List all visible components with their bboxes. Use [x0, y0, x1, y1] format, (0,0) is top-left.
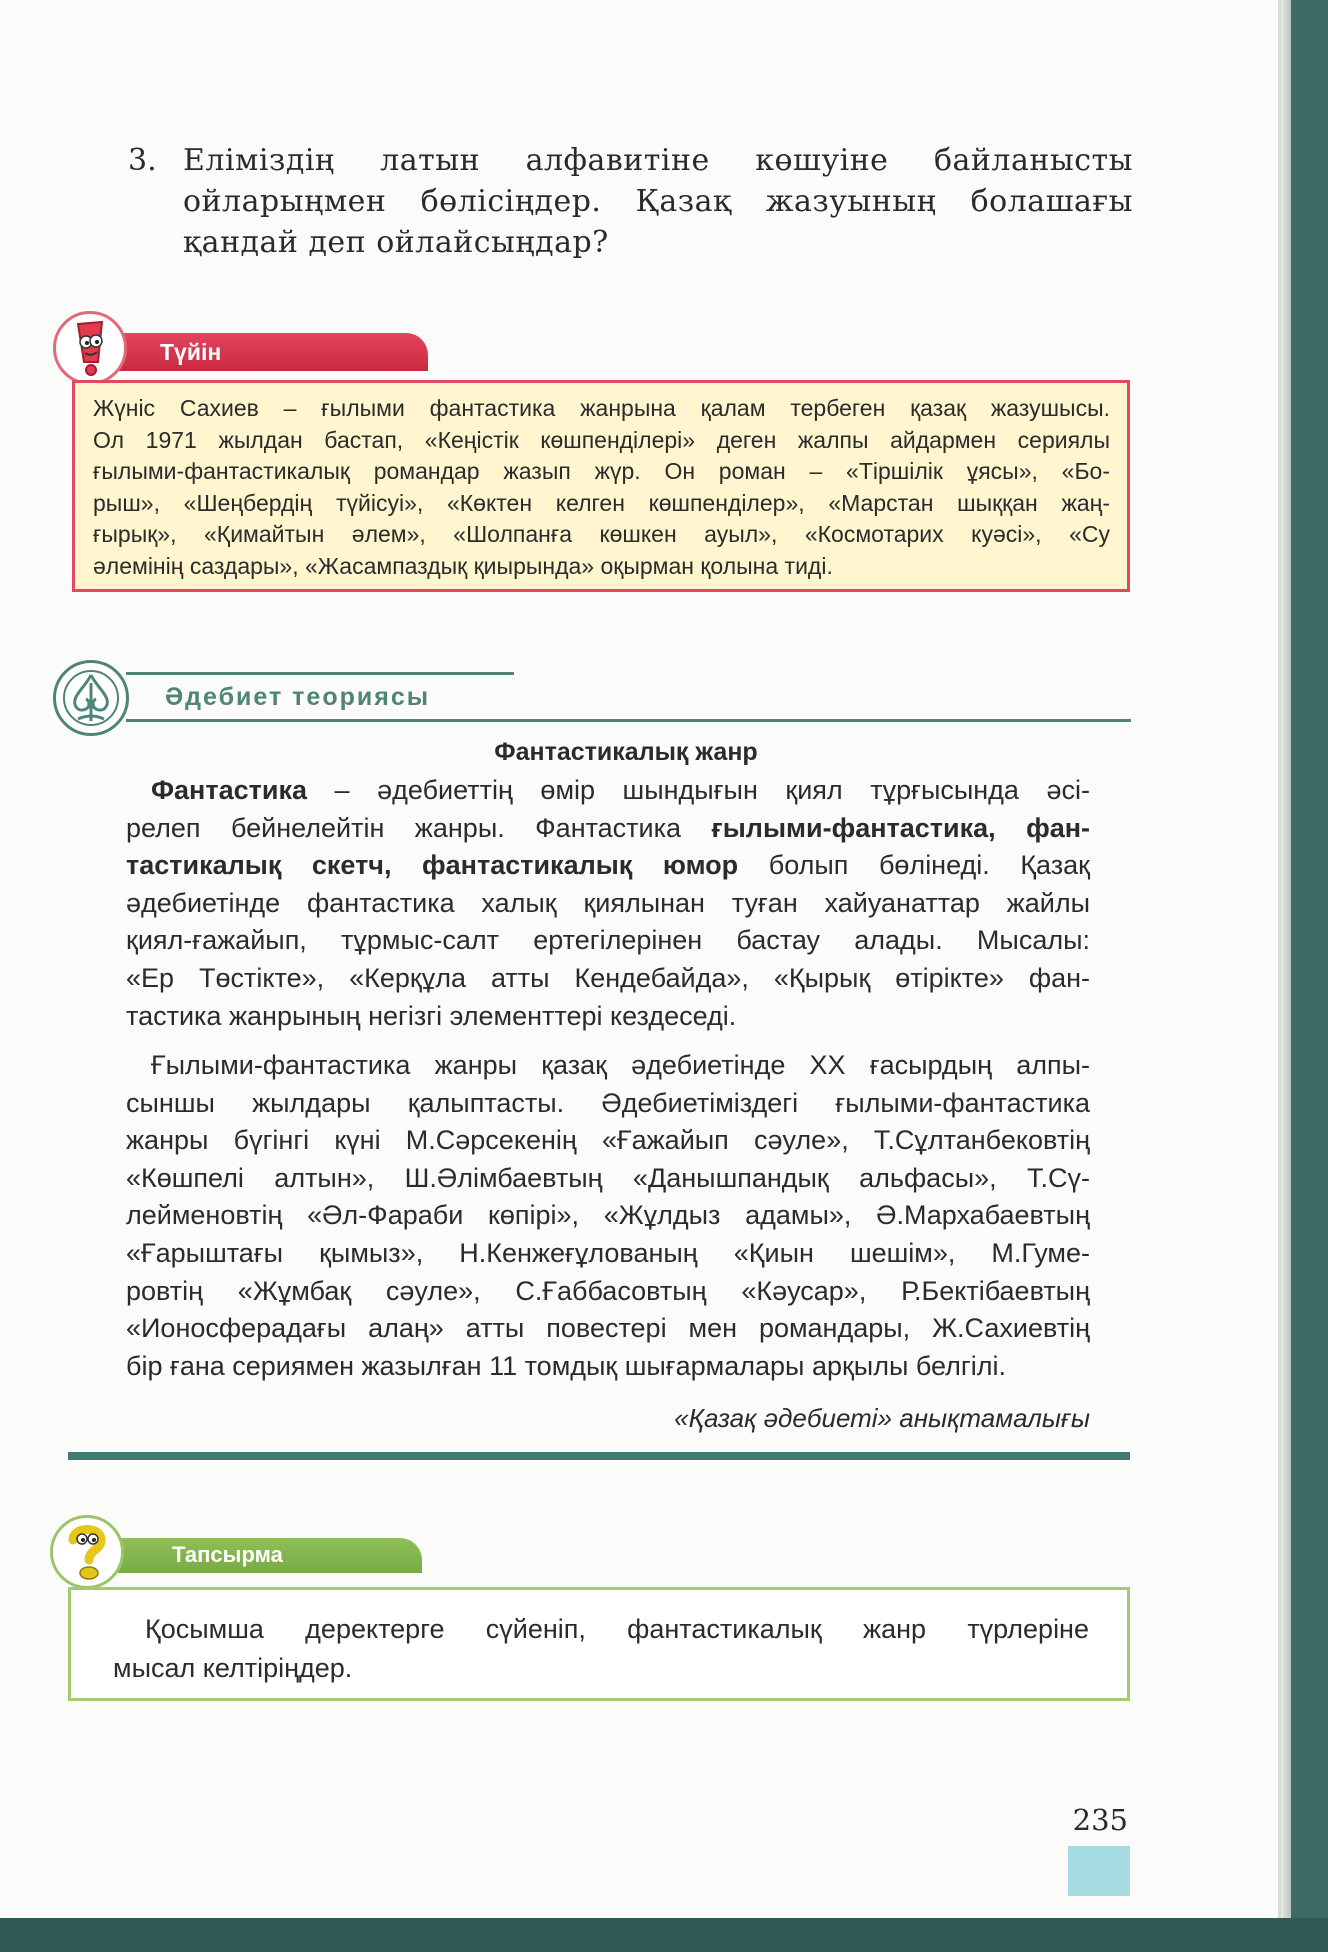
tuyin-header-tab [110, 333, 428, 371]
page-number: 235 [1072, 1803, 1128, 1837]
paragraph-line: «Көшпелі алтын», Ш.Әлімбаевтың «Данышпандық альфасы», Т.Сү- [126, 1162, 1090, 1193]
theory-header-line [126, 672, 514, 675]
paragraph-line [126, 847, 1090, 885]
paragraph-line: лейменовтің «Әл-Фараби көпірі», «Жұлдыз адамы», Ә.Мархабаевтың [126, 1200, 1090, 1231]
source-citation: «Қазақ әдебиеті» анықтамалығы [674, 1403, 1090, 1433]
tuyin-line: Ол 1971 жылдан бастап, «Кеңістік көшпенділері» деген жалпы айдармен сериялы [93, 426, 1110, 453]
task-line: мысал келтіріңдер. [113, 1653, 353, 1683]
theory-title: Фантастикалық жанр [494, 738, 758, 766]
paragraph-line: қиял-ғажайып, тұрмыс-салт ертегілерінен бастау алады. Мысалы: [126, 925, 1090, 956]
ornament-icon [53, 660, 129, 736]
task-label: Тапсырма [172, 1542, 283, 1567]
tuyin-line: рыш», «Шеңбердің түйісуі», «Көктен келген көшпенділер», «Марстан шыққан жаң- [93, 489, 1110, 516]
paragraph-line: ровтің «Жұмбақ сәуле», С.Ғаббасовтың «Кәусар», Р.Бектібаевтың [126, 1275, 1090, 1306]
line-text: релеп бейнелейтін жанры. Фантастика [126, 812, 712, 843]
tuyin-line: Жүніс Сахиев – ғылыми фантастика жанрына қалам тербеген қазақ жазушысы. [93, 395, 1110, 421]
book-cover-edge [0, 1918, 1328, 1952]
line-text: – әдебиеттің өмір шындығын қиял тұрғысында әсі- [306, 775, 1090, 805]
paragraph-line: «Ғарыштағы қымыз», Н.Кенжеғұлованың «Қиын шешім», М.Гуме- [126, 1237, 1090, 1268]
tuyin-line: ғырық», «Қимайтын әлем», «Шолпанға көшкен ауыл», «Космотарих куәсі», «Су [93, 521, 1110, 547]
paragraph-line: Ғылыми-фантастика жанры қазақ әдебиетінде XX ғасырдың алпы- [151, 1050, 1090, 1080]
tuyin-line: ғылыми-фантастикалық романдар жазып жүр. Он роман – «Тіршілік ұясы», «Бо- [93, 458, 1110, 484]
theory-end-divider [68, 1452, 1130, 1460]
paragraph-line: «Ер Төстікте», «Керқұла атты Кендебайда», «Қырық өтірікте» фан- [126, 962, 1090, 993]
paragraph-line: әдебиетінде фантастика халық қиялынан туған хайуанаттар жайлы [126, 887, 1090, 918]
paragraph-line: тастика жанрының негізгі элементтері кездеседі. [126, 1000, 737, 1031]
line-text: болып бөлінеді. Қазақ [738, 850, 1090, 881]
term-bold: тастикалық скетч, фантастикалық юмор [126, 850, 739, 881]
question-text: Еліміздің латын алфавитіне көшуіне байланысты ойларыңмен бөлісіңдер. Қазақ жазуының болашағы қандай деп ойлайсыңдар? [183, 143, 1133, 260]
term-fantastika: Фантастика [151, 775, 307, 805]
paragraph-line: жанры бүгінгі күні М.Сәрсекенің «Ғажайып сәуле», Т.Сұлтанбековтің [126, 1125, 1090, 1156]
page-edge [1281, 0, 1291, 1918]
paragraph-line: сыншы жылдары қалыптасты. Әдебиетіміздегі ғылыми-фантастика [126, 1087, 1090, 1118]
term-bold: ғылыми-фантастика, фан- [711, 812, 1091, 843]
paragraph-line [126, 772, 1090, 810]
paragraph-line: «Ионосферадағы алаң» атты повестері мен романдары, Ж.Сахиевтің [126, 1313, 1090, 1344]
theory-header-underline [126, 719, 1131, 722]
question-mark-mascot-icon [50, 1515, 124, 1589]
theory-label: Әдебиет теориясы [165, 683, 431, 711]
question-number: 3. [128, 143, 157, 178]
task-box [68, 1587, 1130, 1701]
tuyin-box [72, 380, 1130, 592]
paragraph-line: бір ғана сериямен жазылған 11 томдық шығармалары арқылы белгілі. [126, 1350, 1007, 1381]
paragraph-line [126, 810, 1090, 848]
page-color-tab [1068, 1846, 1130, 1896]
tuyin-line: әлемінің саздары», «Жасампаздық қиырында» оқырман қолына тиді. [93, 552, 833, 579]
theory-paragraph-1 [126, 772, 1090, 1035]
theory-paragraph-2 [126, 1047, 1090, 1385]
question-3 [128, 140, 1133, 263]
exclamation-mascot-icon [53, 311, 127, 385]
tuyin-label: Түйін [160, 339, 222, 365]
task-line: Қосымша деректерге сүйеніп, фантастикалық жанр түрлеріне [145, 1614, 1089, 1644]
